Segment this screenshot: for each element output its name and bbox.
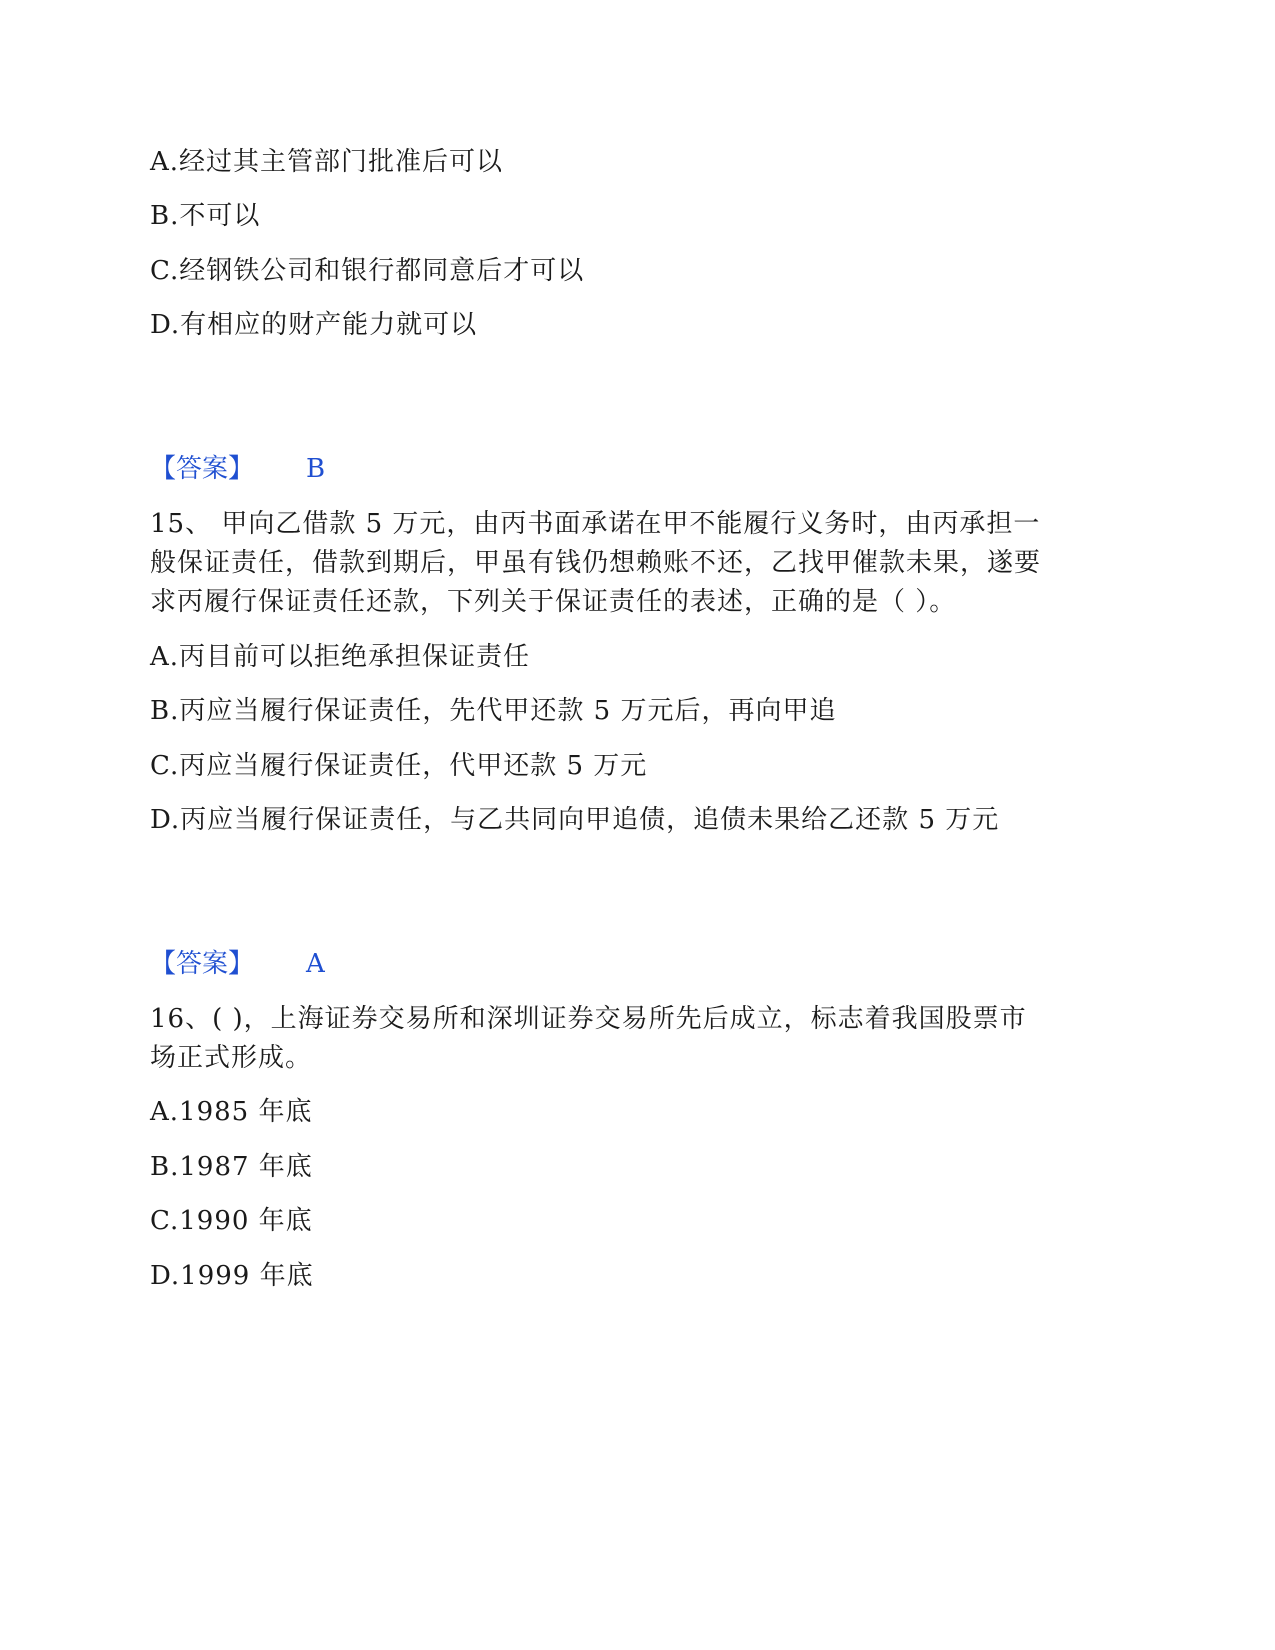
q14-option-c: C.经钢铁公司和银行都同意后才可以: [150, 256, 585, 286]
answer-14-label: 【答案】: [150, 454, 255, 484]
answer-14-value: B: [306, 454, 326, 484]
q16-option-a: A.1985 年底: [150, 1097, 313, 1127]
q15-option-c: C.丙应当履行保证责任，代甲还款 5 万元: [150, 751, 648, 781]
answer-15: [150, 946, 325, 982]
q15-option-b: B.丙应当履行保证责任，先代甲还款 5 万元后，再向甲追: [150, 696, 837, 726]
q15-option-a: A.丙目前可以拒绝承担保证责任: [150, 642, 531, 672]
q16-option-d: D.1999 年底: [150, 1261, 314, 1291]
q14-option-a: A.经过其主管部门批准后可以: [150, 147, 504, 177]
q15-stem-line-3: 求丙履行保证责任还款，下列关于保证责任的表述，正确的是（ ）。: [150, 587, 957, 617]
q16-stem-line-1: 16、( )，上海证券交易所和深圳证券交易所先后成立，标志着我国股票市: [150, 1004, 1027, 1034]
q16-option-c: C.1990 年底: [150, 1206, 313, 1236]
answer-14: [150, 451, 325, 487]
answer-15-label: 【答案】: [150, 949, 255, 979]
answer-15-value: A: [306, 949, 325, 979]
q16-stem-line-2: 场正式形成。: [150, 1043, 313, 1073]
q16-option-b: B.1987 年底: [150, 1152, 313, 1182]
q15-stem-line-2: 般保证责任，借款到期后，甲虽有钱仍想赖账不还，乙找甲催款未果，遂要: [150, 548, 1042, 578]
q15-stem-line-1: 15、 甲向乙借款 5 万元，由丙书面承诺在甲不能履行义务时，由丙承担一: [150, 509, 1041, 539]
q14-option-d: D.有相应的财产能力就可以: [150, 310, 478, 340]
q15-option-d: D.丙应当履行保证责任，与乙共同向甲追债，追债未果给乙还款 5 万元: [150, 805, 1000, 835]
q14-option-b: B.不可以: [150, 201, 261, 231]
